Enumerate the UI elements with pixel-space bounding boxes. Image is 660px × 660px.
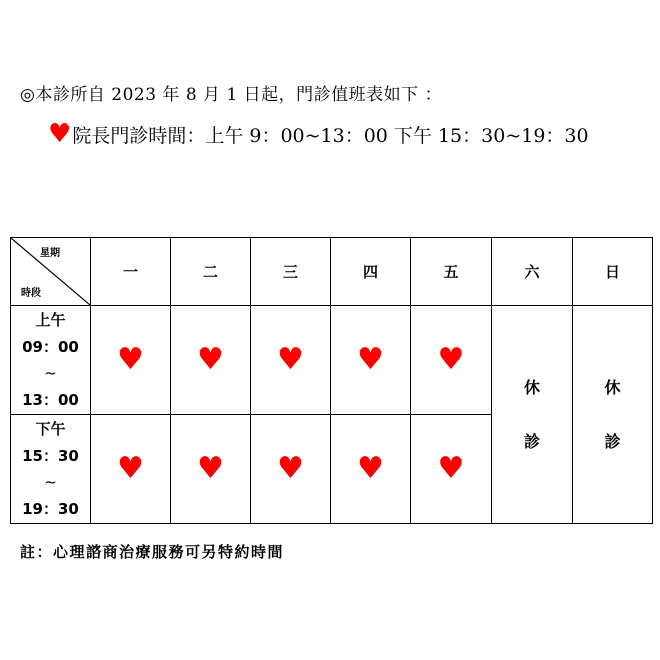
period-label: 時段 — [21, 288, 41, 299]
corner-header-cell — [11, 238, 91, 306]
afternoon-label: 下午 — [35, 420, 66, 438]
day-header-thu: 四 — [331, 238, 411, 306]
day-header-fri: 五 — [411, 238, 492, 306]
heart-icon: ♥ — [48, 118, 72, 149]
afternoon-slot-mon — [91, 415, 171, 524]
director-hours-line — [48, 118, 589, 149]
clinic-schedule-table — [10, 237, 653, 524]
morning-period-cell — [11, 306, 91, 415]
afternoon-end-time: 19：30 — [22, 499, 79, 518]
heart-icon: ♥ — [117, 342, 144, 377]
header-row — [11, 238, 653, 306]
heart-icon: ♥ — [357, 451, 384, 486]
morning-slot-tue — [171, 306, 251, 415]
morning-tilde: ~ — [44, 364, 57, 382]
afternoon-start-time: 15：30 — [22, 446, 79, 465]
heart-icon: ♥ — [197, 451, 224, 486]
heart-icon: ♥ — [437, 451, 465, 486]
morning-slot-wed — [251, 306, 331, 415]
day-header-wed: 三 — [251, 238, 331, 306]
morning-label: 上午 — [35, 311, 66, 329]
closed-char-1: 休 — [523, 377, 540, 397]
heart-icon: ♥ — [117, 451, 144, 486]
heart-icon: ♥ — [197, 342, 224, 377]
double-circle-icon: ◎ — [20, 85, 36, 105]
morning-slot-mon — [91, 306, 171, 415]
afternoon-slot-thu — [331, 415, 411, 524]
morning-row — [11, 306, 653, 415]
afternoon-slot-tue — [171, 415, 251, 524]
afternoon-slot-fri — [411, 415, 492, 524]
morning-slot-fri — [411, 306, 492, 415]
weekday-label: 星期 — [40, 248, 60, 259]
sunday-closed-cell — [573, 306, 653, 524]
morning-end-time: 13：00 — [22, 390, 79, 409]
afternoon-tilde: ~ — [44, 473, 57, 491]
closed-char-2: 診 — [604, 431, 621, 451]
intro-text: 本診所自 2023 年 8 月 1 日起，門診值班表如下 ： — [35, 85, 443, 105]
intro-line — [20, 80, 442, 105]
morning-slot-thu — [331, 306, 411, 415]
director-hours-text: 院長門診時間：上午 9：00~13：00 下午 15：30~19：30 — [72, 125, 589, 147]
saturday-closed-cell — [492, 306, 573, 524]
closed-char-2: 診 — [523, 431, 540, 451]
heart-icon: ♥ — [277, 451, 304, 486]
closed-char-1: 休 — [604, 377, 621, 397]
heart-icon: ♥ — [437, 342, 465, 377]
day-header-tue: 二 — [171, 238, 251, 306]
footnote: 註：心理諮商治療服務可另特約時間 — [20, 543, 285, 561]
heart-icon: ♥ — [357, 342, 384, 377]
day-header-mon: 一 — [91, 238, 171, 306]
day-header-sat: 六 — [492, 238, 573, 306]
day-header-sun: 日 — [573, 238, 653, 306]
afternoon-period-cell — [11, 415, 91, 524]
heart-icon: ♥ — [277, 342, 304, 377]
afternoon-slot-wed — [251, 415, 331, 524]
morning-start-time: 09：00 — [22, 337, 79, 356]
